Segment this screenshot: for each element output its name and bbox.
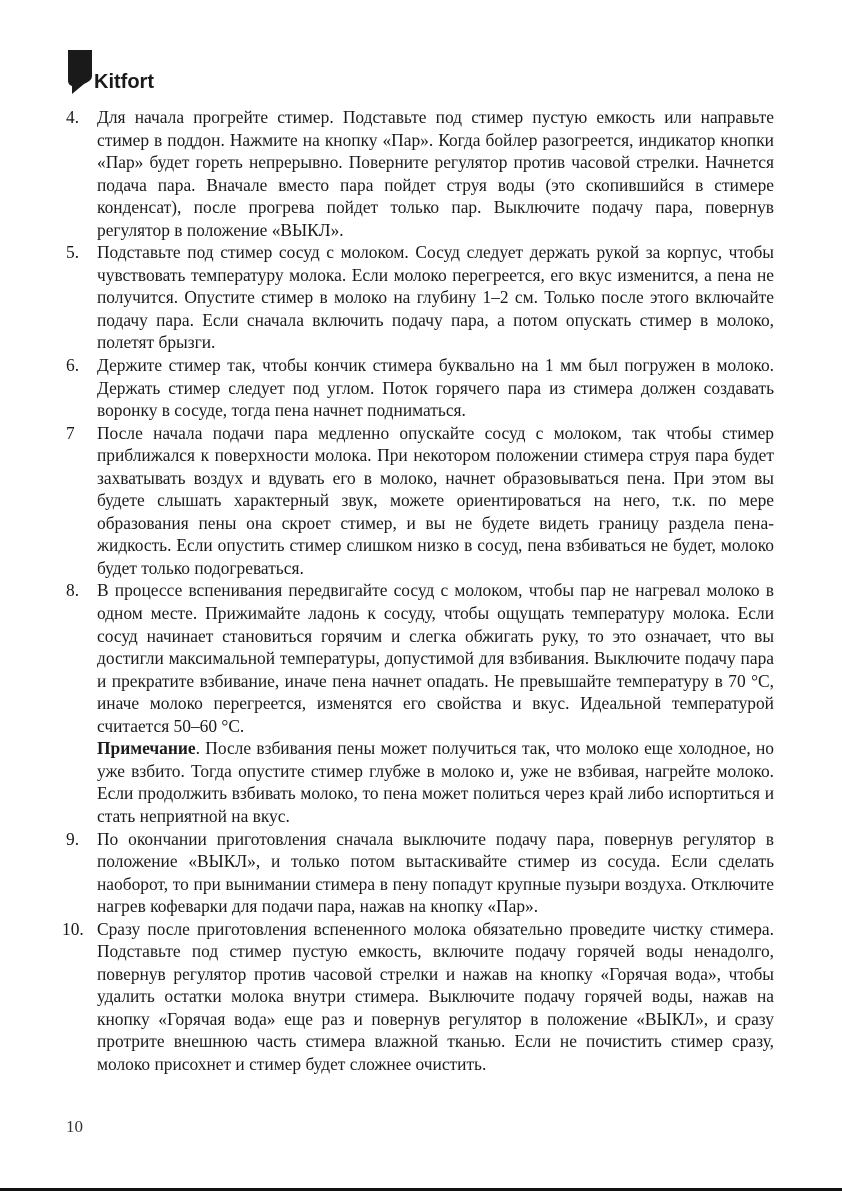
note-label: Примечание <box>97 738 196 759</box>
item-number: 9. <box>66 828 80 849</box>
item-number: 5. <box>66 242 80 263</box>
instructions-list <box>62 106 774 1076</box>
note-paragraph <box>97 737 774 827</box>
list-item <box>66 241 774 354</box>
item-text: Держите стимер так, чтобы кончик стимера буквально на 1 мм был погружен в молоко. Держать стимер следует под углом. Поток горячего пара из стимера должен создавать воронку в сосуде, тогда пена начнет подниматься. <box>97 355 774 421</box>
item-number: 10. <box>62 918 84 939</box>
list-item <box>66 579 774 737</box>
item-number: 4. <box>66 107 80 127</box>
note-text: . После взбивания пены может получиться так, что молоко еще холодное, но уже взбито. Тогда опустите стимер глубже в молоко и, уже не взбивая, нагрейте молоко. Если продолжить взбивать молоко, то пена может политься через край либо испортиться и стать неприятной на вкус. <box>97 738 774 826</box>
brand-logo <box>68 50 154 94</box>
item-text: В процессе вспенивания передвигайте сосуд с молоком, чтобы пар не нагревал молоко в одном месте. Прижимайте ладонь к сосуду, чтобы ощущать температуру молока. Если сосуд начинает становиться горячим и слегка обжигать руку, то это означает, что вы достигли максимальной температуры, допустимой для взбивания. Выключите подачу пара и прекратите взбивание, иначе пена начнет опадать. Не превышайте температуру в 70 °C, иначе молоко перегреется, изменятся его свойства и вкус. Идеальной температурой считается 50–60 °C. <box>97 580 774 736</box>
list-item <box>66 354 774 422</box>
item-text: По окончании приготовления сначала выключите подачу пара, повернув регулятор в положение «ВЫКЛ», и только потом вытаскивайте стимер из сосуда. Если сделать наоборот, то при вынимании стимера в пену попадут крупные пузыри воздуха. Отключите нагрев кофеварки для подачи пара, нажав на кнопку «Пар». <box>97 828 774 917</box>
page-number: 10 <box>66 1117 83 1136</box>
item-text: После начала подачи пара медленно опускайте сосуд с молоком, так чтобы стимер приближался к поверхности молока. При некотором положении стимера струя пара будет захватывать воздух и вдувать его в молоко, начнет образовываться пена. При этом вы будете слышать характерный звук, можете ориентироваться на него, т.к. по мере образования пены она скроет стимер, и вы не будете видеть границу раздела пена-жидкость. Если опустить стимер слишком низко в сосуд, пена взбиваться не будет, молоко будет только подогреваться. <box>97 422 774 578</box>
item-number: 8. <box>66 580 80 601</box>
kitfort-logo-icon <box>68 50 92 94</box>
item-number: 6. <box>66 355 80 376</box>
list-item <box>66 828 774 918</box>
brand-name: Kitfort <box>94 71 154 93</box>
list-item <box>66 422 774 580</box>
item-text: Для начала прогрейте стимер. Подставьте под стимер пустую емкость или направьте стимер в поддон. Нажмите на кнопку «Пар». Когда бойлер разогреется, индикатор кнопки «Пар» будет гореть непрерывно. Поверните регулятор против часовой стрелки. Начнется подача пара. Вначале вместо пара пойдет струя воды (это скопившийся в стимере конденсат), после прогрева пойдет только пар. Выключите подачу пара, повернув регулятор в положение «ВЫКЛ». <box>97 107 774 240</box>
list-item <box>66 106 774 241</box>
item-number: 7 <box>66 422 75 443</box>
list-item <box>62 918 774 1076</box>
item-text: Сразу после приготовления вспененного молока обязательно проведите чистку стимера. Подставьте под стимер пустую емкость, включите подачу горячей воды ненадолго, повернув регулятор против часовой стрелки и нажав на кнопку «Горячая вода», чтобы удалить остатки молока внутри стимера. Выключите подачу горячей воды, нажав на кнопку «Горячая вода» еще раз и повернув регулятор в положение «ВЫКЛ», и сразу протрите внешнюю часть стимера влажной тканью. Если не почистить стимер сразу, молоко присохнет и стимер будет сложнее очистить. <box>97 918 774 1074</box>
item-text: Подставьте под стимер сосуд с молоком. Сосуд следует держать рукой за корпус, чтобы чувствовать температуру молока. Если молоко перегреется, его вкус изменится, а пена не получится. Опустите стимер в молоко на глубину 1–2 см. Только после этого включайте подачу пара. Если сначала включить подачу пара, а потом опускать стимер в молоко, полетят брызги. <box>97 242 774 353</box>
